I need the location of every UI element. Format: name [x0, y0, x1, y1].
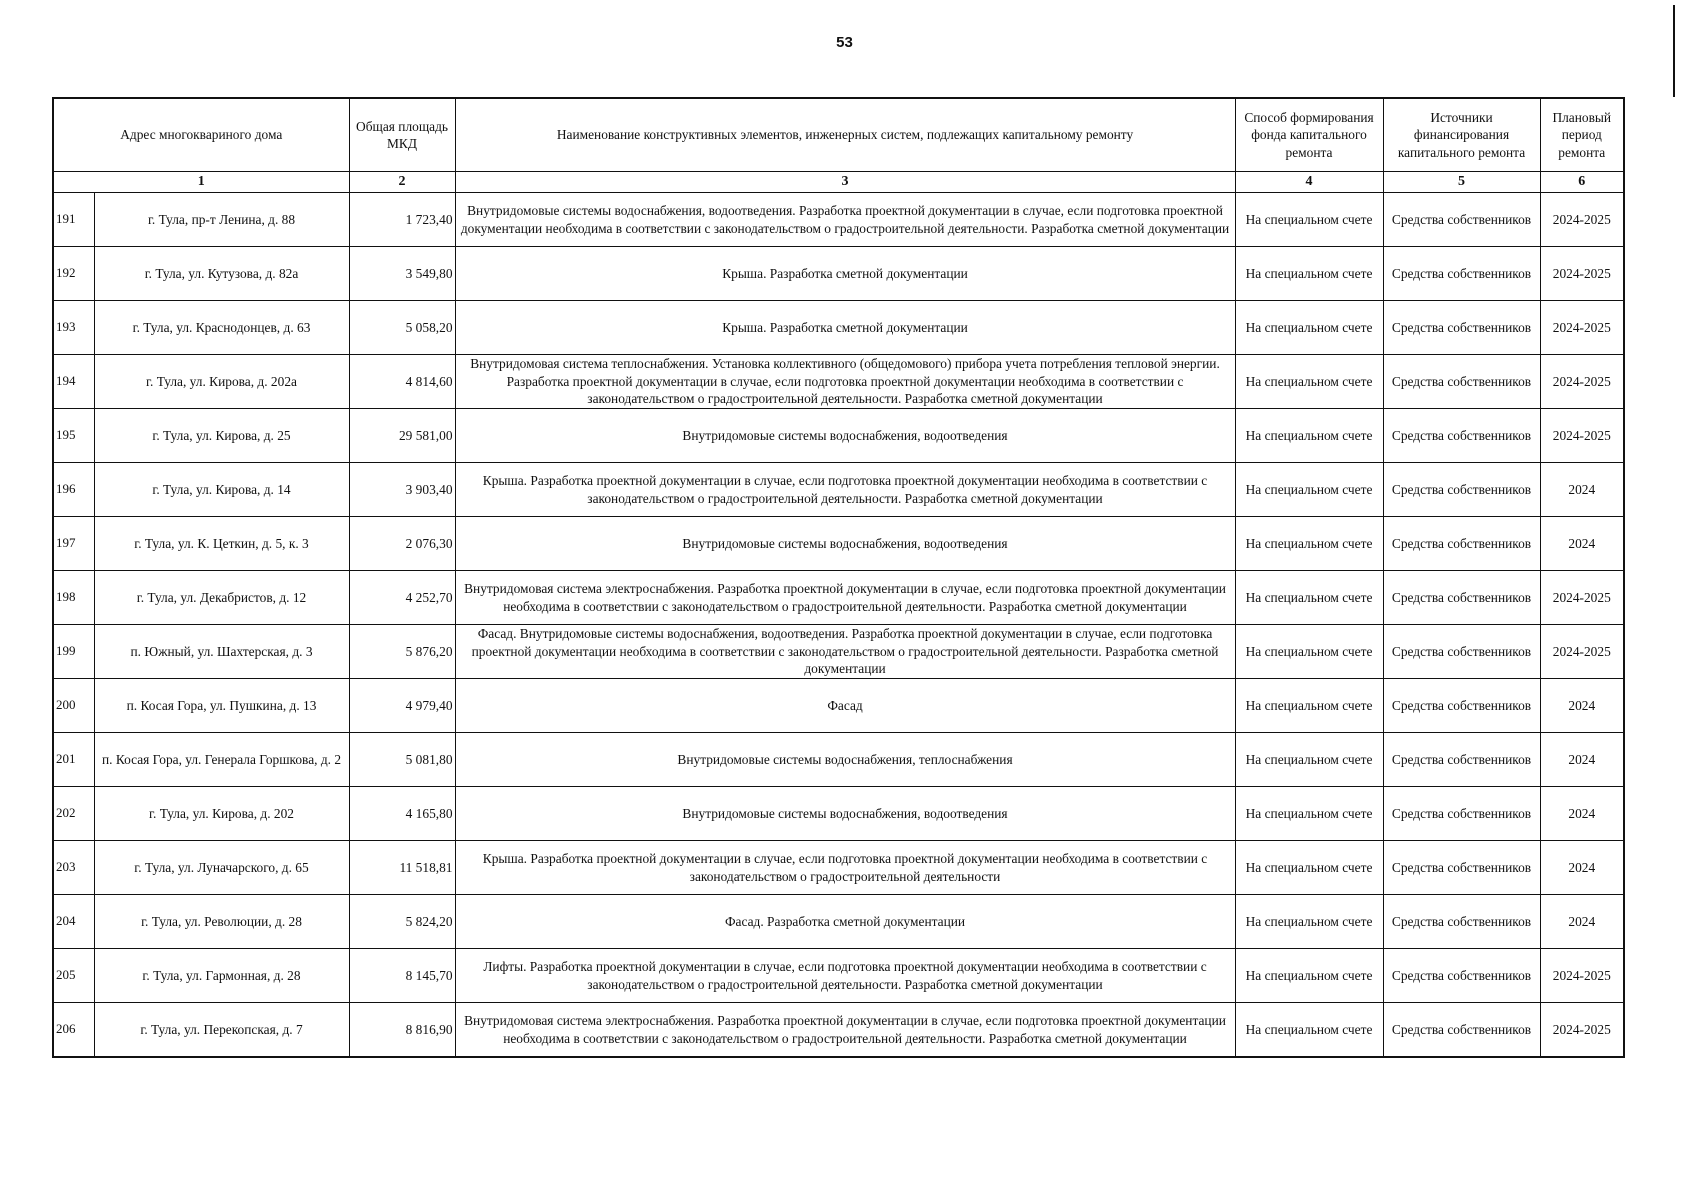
elements-cell: Крыша. Разработка сметной документации — [455, 301, 1235, 355]
fund-method-cell: На специальном счете — [1235, 463, 1383, 517]
elements-cell: Внутридомовые системы водоснабжения, водоотведения — [455, 409, 1235, 463]
elements-cell: Крыша. Разработка проектной документации в случае, если подготовка проектной документации необходима в соответствии с законодательством о градостроительной деятельности. Разработка сметной документации — [455, 463, 1235, 517]
fund-method-cell: На специальном счете — [1235, 679, 1383, 733]
table-row — [53, 193, 1624, 247]
area-cell: 4 165,80 — [349, 787, 455, 841]
period-cell: 2024-2025 — [1540, 409, 1624, 463]
elements-cell: Лифты. Разработка проектной документации в случае, если подготовка проектной документации необходима в соответствии с законодательством о градостроительной деятельности. Разработка сметной документации — [455, 949, 1235, 1003]
fund-method-cell: На специальном счете — [1235, 733, 1383, 787]
area-cell: 3 549,80 — [349, 247, 455, 301]
page-number: 53 — [836, 34, 853, 51]
fund-method-cell: На специальном счете — [1235, 517, 1383, 571]
fund-method-cell: На специальном счете — [1235, 625, 1383, 679]
fund-method-cell: На специальном счете — [1235, 841, 1383, 895]
row-number: 195 — [53, 409, 94, 463]
funding-source-cell: Средства собственников — [1383, 625, 1540, 679]
fund-method-cell: На специальном счете — [1235, 193, 1383, 247]
fund-method-cell: На специальном счете — [1235, 949, 1383, 1003]
row-number: 201 — [53, 733, 94, 787]
table-row — [53, 679, 1624, 733]
header-area: Общая площадь МКД — [349, 98, 455, 172]
elements-cell: Внутридомовая система электроснабжения. Разработка проектной документации в случае, если подготовка проектной документации необходима в соответствии с законодательством о градостроительной деятельности. Разработка сметной документации — [455, 1003, 1235, 1058]
elements-cell: Внутридомовая система электроснабжения. Разработка проектной документации в случае, если подготовка проектной документации необходима в соответствии с законодательством о градостроительной деятельности. Разработка сметной документации — [455, 571, 1235, 625]
address-cell: п. Южный, ул. Шахтерская, д. 3 — [94, 625, 349, 679]
header-address: Адрес многоквариного дома — [53, 98, 349, 172]
header-fund: Способ формирования фонда капитального ремонта — [1235, 98, 1383, 172]
address-cell: г. Тула, ул. Гармонная, д. 28 — [94, 949, 349, 1003]
funding-source-cell: Средства собственников — [1383, 787, 1540, 841]
row-number: 202 — [53, 787, 94, 841]
table-row — [53, 1003, 1624, 1058]
funding-source-cell: Средства собственников — [1383, 517, 1540, 571]
table-row — [53, 949, 1624, 1003]
area-cell: 1 723,40 — [349, 193, 455, 247]
funding-source-cell: Средства собственников — [1383, 1003, 1540, 1058]
funding-source-cell: Средства собственников — [1383, 895, 1540, 949]
address-cell: г. Тула, ул. Перекопская, д. 7 — [94, 1003, 349, 1058]
table-row — [53, 895, 1624, 949]
elements-cell: Фасад. Разработка сметной документации — [455, 895, 1235, 949]
area-cell: 11 518,81 — [349, 841, 455, 895]
address-cell: г. Тула, ул. Краснодонцев, д. 63 — [94, 301, 349, 355]
fund-method-cell: На специальном счете — [1235, 355, 1383, 409]
elements-cell: Внутридомовые системы водоснабжения, водоотведения. Разработка проектной документации в случае, если подготовка проектной документации необходима в соответствии с законодательством о градостроительной деятельности. Разработка сметной документации — [455, 193, 1235, 247]
column-number: 1 — [53, 172, 349, 193]
fund-method-cell: На специальном счете — [1235, 409, 1383, 463]
header-sources: Источники финансирования капитального ремонта — [1383, 98, 1540, 172]
column-number-row — [53, 172, 1624, 193]
address-cell: г. Тула, ул. Декабристов, д. 12 — [94, 571, 349, 625]
area-cell: 4 252,70 — [349, 571, 455, 625]
period-cell: 2024 — [1540, 463, 1624, 517]
table-row — [53, 247, 1624, 301]
funding-source-cell: Средства собственников — [1383, 409, 1540, 463]
row-number: 196 — [53, 463, 94, 517]
period-cell: 2024-2025 — [1540, 625, 1624, 679]
period-cell: 2024 — [1540, 895, 1624, 949]
area-cell: 8 816,90 — [349, 1003, 455, 1058]
area-cell: 4 979,40 — [349, 679, 455, 733]
row-number: 204 — [53, 895, 94, 949]
period-cell: 2024-2025 — [1540, 949, 1624, 1003]
header-row — [53, 98, 1624, 172]
period-cell: 2024 — [1540, 733, 1624, 787]
fund-method-cell: На специальном счете — [1235, 787, 1383, 841]
funding-source-cell: Средства собственников — [1383, 193, 1540, 247]
elements-cell: Внутридомовые системы водоснабжения, водоотведения — [455, 787, 1235, 841]
area-cell: 2 076,30 — [349, 517, 455, 571]
area-cell: 5 058,20 — [349, 301, 455, 355]
elements-cell: Внутридомовые системы водоснабжения, теплоснабжения — [455, 733, 1235, 787]
address-cell: п. Косая Гора, ул. Пушкина, д. 13 — [94, 679, 349, 733]
period-cell: 2024 — [1540, 679, 1624, 733]
area-cell: 5 824,20 — [349, 895, 455, 949]
table-row — [53, 355, 1624, 409]
column-number: 3 — [455, 172, 1235, 193]
funding-source-cell: Средства собственников — [1383, 949, 1540, 1003]
row-number: 203 — [53, 841, 94, 895]
area-cell: 29 581,00 — [349, 409, 455, 463]
row-number: 206 — [53, 1003, 94, 1058]
row-number: 198 — [53, 571, 94, 625]
table-row — [53, 409, 1624, 463]
fund-method-cell: На специальном счете — [1235, 247, 1383, 301]
elements-cell: Внутридомовая система теплоснабжения. Установка коллективного (общедомового) прибора учета потребления тепловой энергии. Разработка проектной документации в случае, если подготовка проектной документации необходима в соответствии с законодательством о градостроительной деятельности. Разработка сметной документации — [455, 355, 1235, 409]
address-cell: г. Тула, ул. К. Цеткин, д. 5, к. 3 — [94, 517, 349, 571]
period-cell: 2024-2025 — [1540, 247, 1624, 301]
address-cell: г. Тула, ул. Кирова, д. 202 — [94, 787, 349, 841]
funding-source-cell: Средства собственников — [1383, 733, 1540, 787]
row-number: 199 — [53, 625, 94, 679]
elements-cell: Крыша. Разработка сметной документации — [455, 247, 1235, 301]
funding-source-cell: Средства собственников — [1383, 679, 1540, 733]
repair-plan-table — [52, 97, 1625, 1058]
elements-cell: Фасад. Внутридомовые системы водоснабжения, водоотведения. Разработка проектной документации в случае, если подготовка проектной документации необходима в соответствии с законодательством о градостроительной деятельности. Разработка сметной документации — [455, 625, 1235, 679]
address-cell: г. Тула, ул. Луначарского, д. 65 — [94, 841, 349, 895]
elements-cell: Внутридомовые системы водоснабжения, водоотведения — [455, 517, 1235, 571]
fund-method-cell: На специальном счете — [1235, 895, 1383, 949]
address-cell: г. Тула, ул. Кирова, д. 25 — [94, 409, 349, 463]
address-cell: г. Тула, ул. Кутузова, д. 82а — [94, 247, 349, 301]
area-cell: 5 876,20 — [349, 625, 455, 679]
funding-source-cell: Средства собственников — [1383, 571, 1540, 625]
margin-line — [1673, 5, 1675, 97]
funding-source-cell: Средства собственников — [1383, 841, 1540, 895]
period-cell: 2024-2025 — [1540, 355, 1624, 409]
funding-source-cell: Средства собственников — [1383, 301, 1540, 355]
funding-source-cell: Средства собственников — [1383, 247, 1540, 301]
period-cell: 2024-2025 — [1540, 193, 1624, 247]
row-number: 192 — [53, 247, 94, 301]
address-cell: г. Тула, ул. Кирова, д. 14 — [94, 463, 349, 517]
area-cell: 4 814,60 — [349, 355, 455, 409]
period-cell: 2024-2025 — [1540, 301, 1624, 355]
row-number: 200 — [53, 679, 94, 733]
elements-cell: Крыша. Разработка проектной документации в случае, если подготовка проектной документации необходима в соответствии с законодательством о градостроительной деятельности — [455, 841, 1235, 895]
table-row — [53, 463, 1624, 517]
column-number: 4 — [1235, 172, 1383, 193]
row-number: 191 — [53, 193, 94, 247]
area-cell: 8 145,70 — [349, 949, 455, 1003]
area-cell: 5 081,80 — [349, 733, 455, 787]
address-cell: п. Косая Гора, ул. Генерала Горшкова, д. 2 — [94, 733, 349, 787]
table-row — [53, 841, 1624, 895]
period-cell: 2024 — [1540, 787, 1624, 841]
fund-method-cell: На специальном счете — [1235, 1003, 1383, 1058]
header-period: Плановый период ремонта — [1540, 98, 1624, 172]
table-row — [53, 787, 1624, 841]
address-cell: г. Тула, ул. Кирова, д. 202а — [94, 355, 349, 409]
table-row — [53, 301, 1624, 355]
header-elements: Наименование конструктивных элементов, инженерных систем, подлежащих капитальному ремонту — [455, 98, 1235, 172]
fund-method-cell: На специальном счете — [1235, 571, 1383, 625]
fund-method-cell: На специальном счете — [1235, 301, 1383, 355]
row-number: 194 — [53, 355, 94, 409]
row-number: 205 — [53, 949, 94, 1003]
area-cell: 3 903,40 — [349, 463, 455, 517]
period-cell: 2024-2025 — [1540, 571, 1624, 625]
table-body — [53, 193, 1624, 1058]
elements-cell: Фасад — [455, 679, 1235, 733]
table-row — [53, 733, 1624, 787]
column-number: 6 — [1540, 172, 1624, 193]
funding-source-cell: Средства собственников — [1383, 463, 1540, 517]
table-row — [53, 517, 1624, 571]
column-number: 2 — [349, 172, 455, 193]
period-cell: 2024-2025 — [1540, 1003, 1624, 1058]
address-cell: г. Тула, ул. Революции, д. 28 — [94, 895, 349, 949]
funding-source-cell: Средства собственников — [1383, 355, 1540, 409]
table-row — [53, 625, 1624, 679]
row-number: 193 — [53, 301, 94, 355]
period-cell: 2024 — [1540, 517, 1624, 571]
column-number: 5 — [1383, 172, 1540, 193]
table-row — [53, 571, 1624, 625]
period-cell: 2024 — [1540, 841, 1624, 895]
address-cell: г. Тула, пр-т Ленина, д. 88 — [94, 193, 349, 247]
row-number: 197 — [53, 517, 94, 571]
